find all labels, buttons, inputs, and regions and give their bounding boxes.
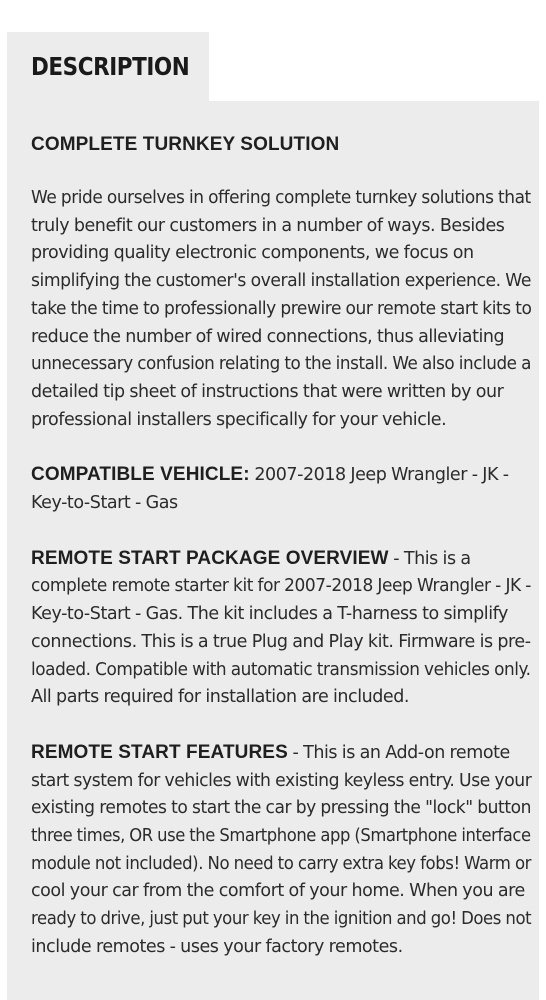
intro-paragraph xyxy=(31,185,532,434)
paragraph-line: module not included). No need to carry extra key fobs! Warm or xyxy=(31,853,532,874)
package-overview-label: REMOTE START PACKAGE OVERVIEW xyxy=(31,547,389,569)
remote-start-features-paragraph xyxy=(31,739,532,962)
paragraph-line: providing quality electronic components, we focus on xyxy=(31,243,474,264)
paragraph-line: connections. This is a true Plug and Play kit. Firmware is pre- xyxy=(31,631,531,652)
package-overview-intro: - This is a xyxy=(388,548,471,569)
paragraph-line: Key-to-Start - Gas. The kit includes a T-harness to simplify xyxy=(31,604,508,625)
paragraph-line: unnecessary confusion relating to the install. We also include a xyxy=(31,354,531,375)
paragraph-line: professional installers specifically for your vehicle. xyxy=(31,409,447,430)
paragraph-line: ready to drive, just put your key in the ignition and go! Does not xyxy=(31,909,532,930)
paragraph-line: complete remote starter kit for 2007-2018 Jeep Wrangler - JK - xyxy=(31,576,531,597)
paragraph-line: truly benefit our customers in a number of ways. Besides xyxy=(31,215,505,236)
paragraph-line: three times, OR use the Smartphone app (Smartphone interface xyxy=(31,826,531,847)
section-heading: COMPLETE TURNKEY SOLUTION xyxy=(31,134,340,155)
remote-start-features-label: REMOTE START FEATURES xyxy=(31,741,288,763)
paragraph-line: include remotes - uses your factory remotes. xyxy=(31,936,403,957)
description-panel xyxy=(7,101,539,1000)
paragraph-line xyxy=(31,461,509,490)
compatible-vehicle-value: 2007-2018 Jeep Wrangler - JK - xyxy=(249,465,509,486)
paragraph-line: loaded. Compatible with automatic transmission vehicles only. xyxy=(31,659,531,680)
compatible-vehicle-label: COMPATIBLE VEHICLE: xyxy=(31,464,250,486)
tab-description-label: DESCRIPTION xyxy=(31,52,190,81)
paragraph-line: We pride ourselves in offering complete turnkey solutions that xyxy=(31,188,531,208)
paragraph-line: take the time to professionally prewire our remote start kits to xyxy=(31,298,532,319)
paragraph-line: cool your car from the comfort of your home. When you are xyxy=(31,881,525,902)
paragraph-line: Key-to-Start - Gas xyxy=(31,493,178,514)
tab-strip xyxy=(7,32,539,102)
compatible-vehicle-paragraph xyxy=(31,461,519,517)
paragraph-line xyxy=(31,545,471,574)
paragraph-line: simplifying the customer's overall installation experience. We xyxy=(31,271,531,292)
paragraph-line xyxy=(31,739,510,768)
paragraph-line: All parts required for installation are included. xyxy=(31,687,410,708)
tab-description[interactable] xyxy=(7,32,209,102)
paragraph-line: reduce the number of wired connections, thus alleviating xyxy=(31,326,505,347)
paragraph-line: detailed tip sheet of instructions that were written by our xyxy=(31,381,504,402)
remote-start-features-intro: - This is an Add-on remote xyxy=(287,742,510,763)
package-overview-paragraph xyxy=(31,545,531,712)
paragraph-line: existing remotes to start the car by pressing the "lock" button xyxy=(31,798,532,819)
paragraph-line: start system for vehicles with existing keyless entry. Use your xyxy=(31,770,532,791)
